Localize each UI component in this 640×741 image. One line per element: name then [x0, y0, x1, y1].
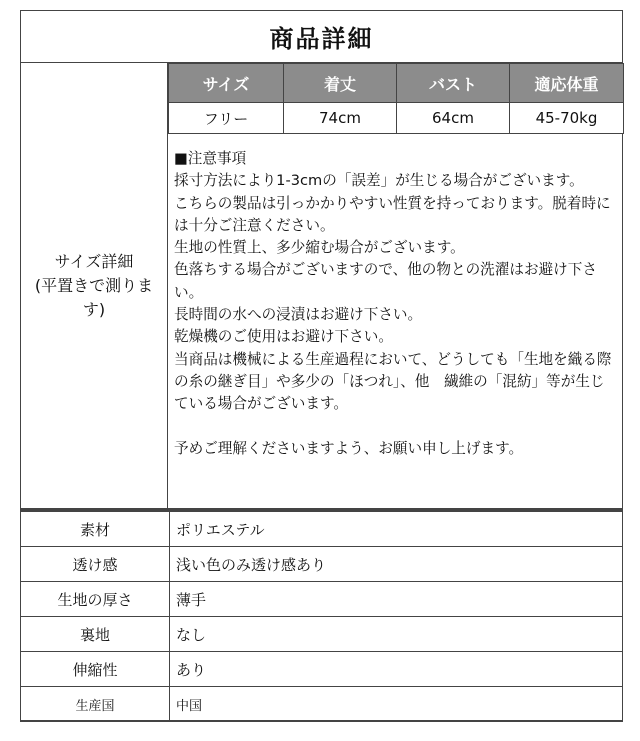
caution-closing: 予めご理解くださいますよう、お願い申し上げます。: [174, 439, 524, 457]
caution-heading: ■注意事項: [174, 150, 247, 167]
caution-line: 色落ちする場合がございますので、他の物との洗濯はお避け下さい。: [174, 261, 597, 301]
size-header-size: サイズ: [169, 64, 284, 103]
spec-value: 中国: [170, 687, 623, 722]
caution-line: 乾燥機のご使用はお避け下さい。: [174, 328, 393, 346]
size-table-row: [169, 103, 624, 134]
spec-value: 浅い色のみ透け感あり: [170, 547, 623, 582]
spec-value: あり: [170, 652, 623, 687]
spec-value: なし: [170, 617, 623, 652]
spec-key: 素材: [21, 512, 170, 547]
size-header-bust: バスト: [397, 64, 510, 103]
size-header-length: 着丈: [284, 64, 397, 103]
caution-line: 生地の性質上、多少縮む場合がございます。: [174, 239, 465, 257]
spec-key: 生産国: [21, 687, 170, 722]
size-detail-label-text: サイズ詳細 (平置きで測りま す): [34, 251, 154, 319]
size-header-weight: 適応体重: [510, 64, 624, 103]
caution-line: こちらの製品は引っかかりやすい性質を持っております。脱着時には十分ご注意ください。: [174, 194, 611, 234]
spec-row-sheerness: [21, 547, 623, 582]
spec-key: 伸縮性: [21, 652, 170, 687]
spec-row-stretch: [21, 652, 623, 687]
size-value-bust: 64cm: [397, 103, 510, 134]
size-value-weight: 45-70kg: [510, 103, 624, 134]
size-detail-label: [20, 63, 168, 509]
caution-notes: [168, 140, 623, 509]
caution-line: 長時間の水への浸漬はお避け下さい。: [174, 306, 423, 324]
blank-line: [174, 416, 616, 438]
spec-table: [20, 511, 623, 722]
spec-row-material: [21, 512, 623, 547]
spec-row-lining: [21, 617, 623, 652]
spec-row-origin: [21, 687, 623, 722]
page-title: 商品詳細: [20, 10, 623, 63]
caution-line: 当商品は機械による生産過程において、どうしても「生地を織る際の糸の継ぎ目」や多少の「ほつれ」、他 繊維の「混紡」等が生じている場合がございます。: [174, 350, 612, 413]
size-value-size: フリー: [169, 103, 284, 134]
spec-row-thickness: [21, 582, 623, 617]
spec-value: 薄手: [170, 582, 623, 617]
size-value-length: 74cm: [284, 103, 397, 134]
spec-key: 透け感: [21, 547, 170, 582]
spec-key: 生地の厚さ: [21, 582, 170, 617]
size-table: [168, 63, 624, 134]
size-table-header-row: [169, 64, 624, 103]
spec-value: ポリエステル: [170, 512, 623, 547]
caution-line: 採寸方法により1-3cmの「誤差」が生じる場合がございます。: [174, 172, 584, 190]
spec-key: 裏地: [21, 617, 170, 652]
